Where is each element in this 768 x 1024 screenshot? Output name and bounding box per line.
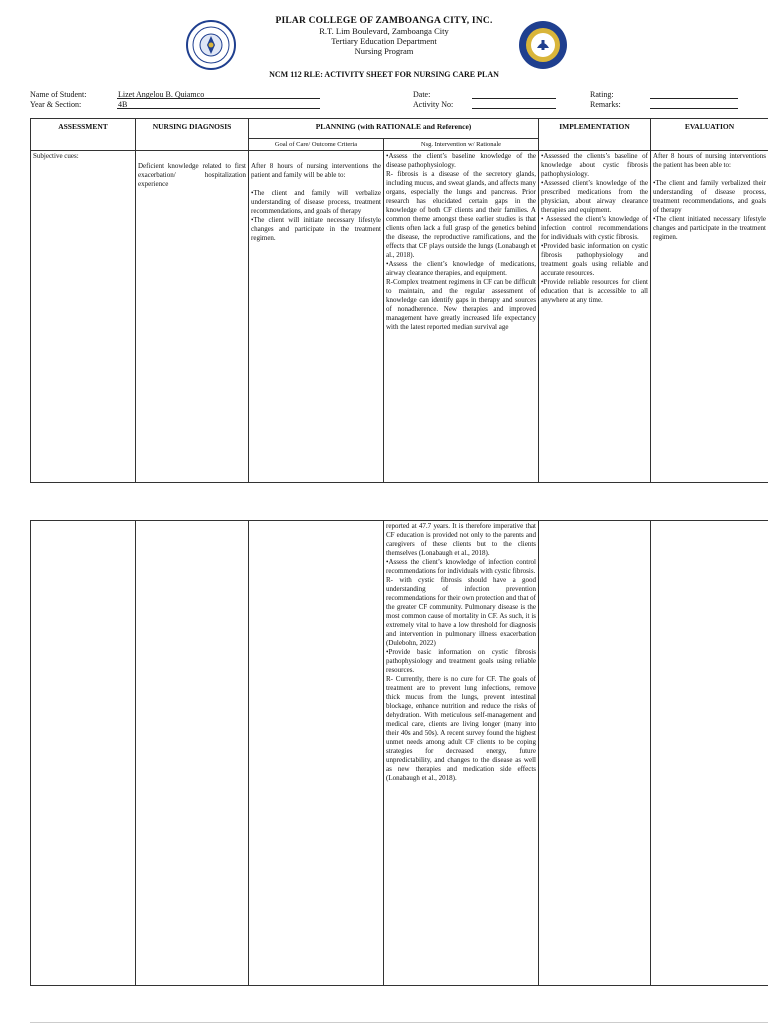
- nursing-care-plan-table: [30, 118, 768, 483]
- assessment-cell-continued: [31, 521, 136, 986]
- header-assessment: ASSESSMENT: [31, 119, 136, 151]
- activity-underline: [472, 108, 556, 109]
- name-label: Name of Student:: [30, 90, 87, 99]
- header-intervention: Nsg. Intervention w/ Rationale: [384, 139, 539, 151]
- goal-cell: [249, 151, 384, 483]
- sheet-title: NCM 112 RLE: ACTIVITY SHEET FOR NURSING CARE PLAN: [269, 70, 499, 79]
- intervention-text: •Assess the client’s baseline knowledge of the disease pathophysiology. R- fibrosis is a disease of the secretory glands, including mucus, and sweat glands, and affects many organs, especially the lungs and pancreas. Prior research has elucidated certain gaps in the knowledge of both CF clients and their families. A common theme amongst these earlier studies is that clients often lack a full grasp of the genetics behind the disease, the reproductive ramifications, and the effects that CF plays outside the lungs (Lonabaugh et al., 2018). •Assess the client’s knowledge of medications, airway clearance therapies, and equipment. R-Complex treatment regimens in CF can be difficult to maintain, and the regular assessment of knowledge can identify gaps in therapy and sources of nonadherence. New therapies and improved management have greatly increased life expectancy with the latest reported median survival age: [386, 152, 536, 331]
- name-underline: [117, 98, 320, 99]
- assessment-cell: [31, 151, 136, 483]
- implementation-cell: [539, 151, 651, 483]
- nursing-care-plan-table-continued: [30, 520, 768, 986]
- implementation-cell-continued: [539, 521, 651, 986]
- implementation-text: •Assessed the clients’s baseline of knowledge about cystic fibrosis pathophysiology. •Assessed client’s knowledge of the prescribed medications from the physician, about airway clearance therapies and equipment. • Assessed the client’s knowledge of infection control recommendations for individuals with cystic fibrosis. •Provided basic information on cystic fibrosis pathophysiology and treatment goals using reliable and accurate resources. •Provide reliable resources for client education that is accessible to all anywhere at any time.: [541, 152, 648, 304]
- name-value: Lizet Angelou B. Quiamco: [118, 90, 205, 99]
- header-implementation: IMPLEMENTATION: [539, 119, 651, 151]
- department-name: Tertiary Education Department: [331, 36, 437, 46]
- remarks-underline: [650, 108, 738, 109]
- header-goal: Goal of Care/ Outcome Criteria: [249, 139, 384, 151]
- program-name: Nursing Program: [354, 46, 414, 56]
- section-label: Year & Section:: [30, 100, 82, 109]
- intervention-cell: [384, 151, 539, 483]
- evaluation-cell-continued: [651, 521, 768, 986]
- page-divider: [30, 1022, 768, 1023]
- header-evaluation: EVALUATION: [651, 119, 768, 151]
- header-planning: PLANNING (with RATIONALE and Reference): [249, 119, 539, 139]
- college-name: PILAR COLLEGE OF ZAMBOANGA CITY, INC.: [275, 16, 493, 26]
- rating-label: Rating:: [590, 90, 614, 99]
- document-header: [0, 16, 768, 56]
- activity-label: Activity No:: [413, 100, 454, 109]
- diagnosis-cell: [136, 151, 249, 483]
- date-label: Date:: [413, 90, 431, 99]
- goal-text: After 8 hours of nursing interventions the patient and family will be able to: •The client and family will verbalize understanding of disease process, treatment recommendations, and goals of therapy •The client will initiate necessary lifestyle changes and participate in the treatment regimen.: [251, 162, 381, 242]
- section-underline: [117, 108, 320, 109]
- nursing-diagnosis-text: Deficient knowledge related to first exacerbation/ hospitalization experience: [138, 162, 246, 188]
- section-value: 4B: [118, 100, 128, 109]
- intervention-cell-continued: [384, 521, 539, 986]
- college-address: R.T. Lim Boulevard, Zamboanga City: [319, 26, 449, 36]
- remarks-label: Remarks:: [590, 100, 621, 109]
- subjective-cues: Subjective cues:: [33, 152, 79, 160]
- header-nursing-diagnosis: NURSING DIAGNOSIS: [136, 119, 249, 151]
- diagnosis-cell-continued: [136, 521, 249, 986]
- intervention-text-continued: reported at 47.7 years. It is therefore imperative that CF education is provided not only to the parents and caregivers of these clients but to the clients themselves (Lonabaugh et al., 2018). •Assess the client’s knowledge of infection control recommendations for individuals with cystic fibrosis. R- with cystic fibrosis should have a good understanding of infection prevention recommendations for their own protection and that of the greater CF community. Pulmonary disease is the most common cause of mortality in CF. As such, it is extremely vital to have a low threshold for diagnosis and intervention in pulmonary illness exacerbation (Dulebohn, 2022) •Provide basic information on cystic fibrosis pathophysiology and treatment goals using reliable resources. R- Currently, there is no cure for CF. The goals of treatment are to prevent lung infections, remove thick mucus from the lungs, prevent intestinal blockage, enhance nutrition and reduce the risks of dehydration. With meticulous self-management and medical care, clients are living longer (many into their 40s and 50s). A recent survey found the highest unmet needs among adult CF clients to be coping strategies for decreased energy, future unpredictability, and changes to the disease as well as new therapies and medication side effects (Lonabaugh et al., 2018).: [386, 522, 536, 782]
- evaluation-cell: [651, 151, 768, 483]
- rating-underline: [650, 98, 738, 99]
- evaluation-text: After 8 hours of nursing interventions the patient has been able to: •The client and family verbalized their understanding of disease process, treatment recommendations, and goals of therapy •The client initiated necessary lifestyle changes and participate in the treatment regimen.: [653, 152, 766, 241]
- goal-cell-continued: [249, 521, 384, 986]
- date-underline: [472, 98, 556, 99]
